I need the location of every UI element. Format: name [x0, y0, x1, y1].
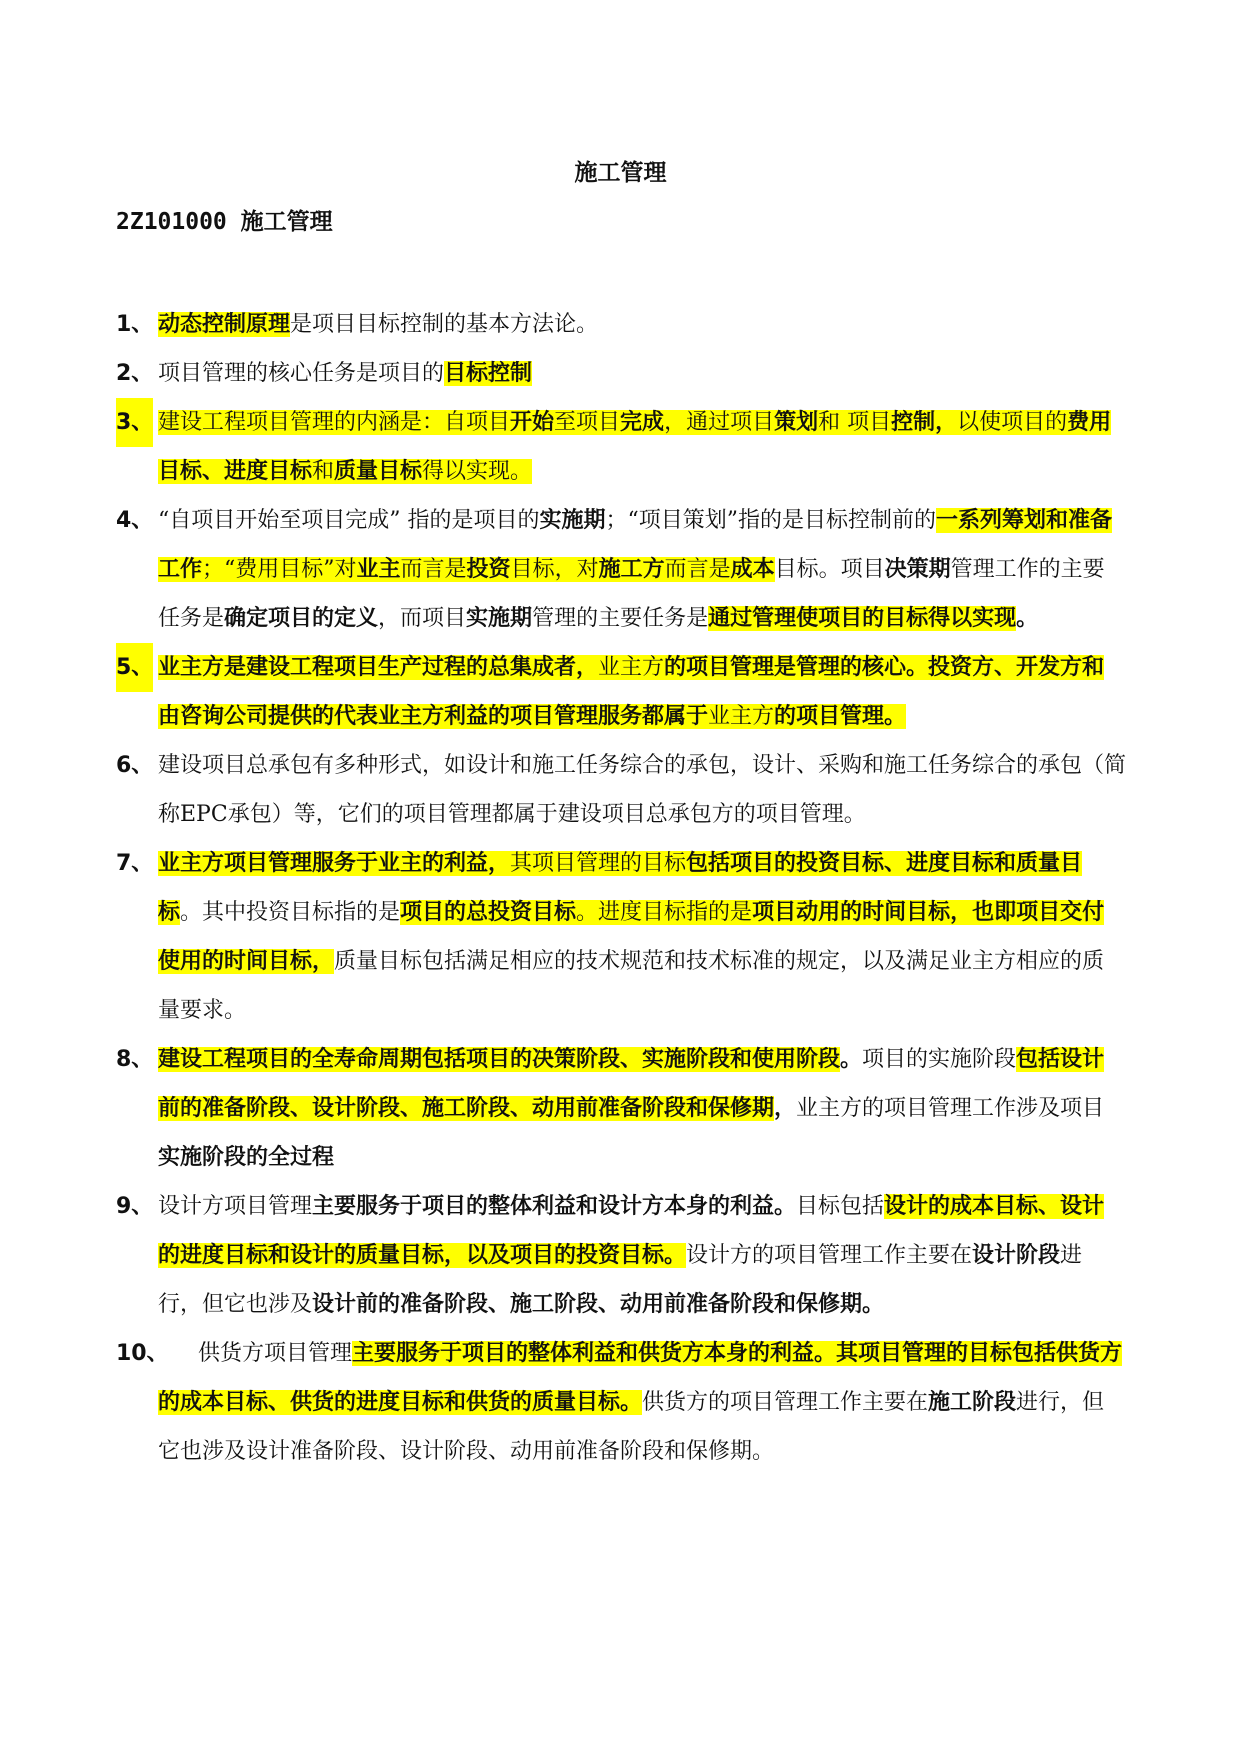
text-run: 决策期 — [884, 557, 951, 582]
highlighted-text: 目标控制 — [444, 361, 533, 386]
highlighted-text: 包括设计前的准备阶段、设计阶段、施工阶段、动用前准备阶段和保修期 — [158, 1047, 1105, 1121]
list-item — [116, 300, 1126, 349]
text-run: ，而项目 — [378, 606, 467, 631]
page-title: 施工管理 — [574, 159, 667, 186]
list-item-text — [158, 753, 1126, 827]
text-run: 。 — [1016, 606, 1039, 631]
text-run: 。 — [840, 1047, 863, 1072]
highlighted-text: 业主方 — [598, 655, 665, 680]
highlighted-text: 质量目标 — [334, 459, 423, 484]
list-item — [116, 1035, 1126, 1182]
highlighted-text: 其项目管理的目标 — [510, 851, 687, 876]
section-heading — [116, 207, 333, 237]
list-item-text — [158, 1194, 1104, 1317]
list-item — [116, 643, 1126, 741]
text-run: 设计方项目管理 — [158, 1194, 313, 1219]
highlighted-text: 成本 — [730, 557, 775, 582]
text-run: 设计方的项目管理工作主要在 — [686, 1243, 973, 1268]
highlighted-text: 控制， — [891, 410, 958, 435]
highlighted-text: 以使项目的 — [957, 410, 1068, 435]
list-item-text — [158, 1047, 1104, 1170]
highlighted-text: 业主方 — [708, 704, 775, 729]
text-run: 设计阶段 — [972, 1243, 1061, 1268]
list-item — [116, 349, 1126, 398]
highlighted-text: 建设工程项目管理的内涵是：自项目 — [158, 410, 511, 435]
highlighted-text: 的项目管理。 — [774, 704, 907, 729]
text-run: 供货方的项目管理工作主要在 — [642, 1390, 929, 1415]
list-item-text — [158, 1341, 1122, 1464]
text-run: 实施期 — [539, 508, 606, 533]
text-run: 进行，但它也涉及设计准备阶段、设计阶段、动用前准备阶段和保修期。 — [158, 1390, 1105, 1464]
highlighted-text: 的项目管理是管理的核心。投资方、开发方和由咨询公司提供的代表业主方利益的项目管理服务都属于 — [158, 655, 1105, 729]
text-run: 施工阶段 — [928, 1390, 1017, 1415]
highlighted-text: 和 — [312, 459, 335, 484]
list-item-text — [158, 508, 1112, 631]
text-run: 管理工作的主要任务是 — [158, 557, 1105, 631]
highlighted-text: 策划 — [774, 410, 819, 435]
text-run: 质量目标包括满足相应的技术规范和技术标准的规定，以及满足业主方相应的质量要求。 — [158, 949, 1105, 1023]
highlighted-text: 业主方项目管理服务于业主的利益， — [158, 851, 511, 876]
list-item-text — [158, 312, 598, 337]
text-run: 实施阶段的全过程 — [158, 1145, 335, 1170]
highlighted-text: 而言是 — [400, 557, 467, 582]
section-title: 施工管理 — [240, 209, 333, 235]
text-run: 目标包括 — [796, 1194, 885, 1219]
list-item-number: 8、 — [116, 1047, 154, 1072]
list-item-number: 2、 — [116, 361, 154, 386]
list-item-number: 4、 — [116, 508, 154, 533]
highlighted-text: 业主 — [356, 557, 401, 582]
text-run: 建设项目总承包有多种形式，如设计和施工任务综合的承包，设计、采购和施工任务综合的承包（简称EPC承包）等，它们的项目管理都属于建设项目总承包方的项目管理。 — [158, 753, 1127, 827]
list-item-number: 6、 — [116, 753, 154, 778]
text-run: 项目的实施阶段 — [862, 1047, 1017, 1072]
list-item-number: 1、 — [116, 312, 154, 337]
highlighted-text: 包括项目的投资目标、进度目标和质量目标 — [158, 851, 1083, 925]
highlighted-text: 施工方 — [598, 557, 665, 582]
list-item-number: 7、 — [116, 851, 154, 876]
list-item-text — [158, 361, 532, 386]
highlighted-text: 动态控制原理 — [158, 312, 291, 337]
highlighted-text: 业主方是建设工程项目生产过程的总集成者， — [158, 655, 599, 680]
highlighted-text: ；“费用目标”对 — [202, 557, 357, 582]
list-item-text — [158, 655, 1104, 729]
text-run: ， — [774, 1096, 797, 1121]
text-run: “自项目开始至项目完成” 指的是项目的 — [158, 508, 540, 533]
highlighted-text: 。进度目标指的是 — [576, 900, 753, 925]
text-run: 进行，但它也涉及 — [158, 1243, 1083, 1317]
list-item-number: 5、 — [116, 643, 153, 692]
text-run: 确定项目的定义 — [224, 606, 379, 631]
text-run: 管理的主要任务是 — [532, 606, 709, 631]
highlighted-text: 目标，对 — [510, 557, 599, 582]
text-run: 业主方的项目管理工作涉及项目 — [796, 1096, 1105, 1121]
list-item-number: 10、 — [116, 1341, 169, 1366]
highlighted-text: 项目动用的时间目标，也即项目交付使用的时间目标， — [158, 900, 1105, 974]
highlighted-text: 至项目 — [554, 410, 621, 435]
highlighted-text: 项目的总投资目标 — [400, 900, 577, 925]
list-item — [116, 1182, 1126, 1329]
highlighted-text: 和 项目 — [818, 410, 892, 435]
highlighted-text: 通过管理使项目的目标得以实现 — [708, 606, 1017, 631]
text-run: 目标。项目 — [774, 557, 885, 582]
highlighted-text: ，通过项目 — [664, 410, 775, 435]
section-code: 2Z101000 — [116, 209, 227, 235]
list-item — [116, 741, 1126, 839]
list-item-number: 9、 — [116, 1194, 154, 1219]
list-item-text — [158, 410, 1111, 484]
text-run: ；“项目策划”指的是目标控制前的 — [605, 508, 937, 533]
highlighted-text: 开始 — [510, 410, 555, 435]
list-item — [116, 496, 1126, 643]
list-item — [116, 1329, 1126, 1476]
text-run: 设计前的准备阶段、施工阶段、动用前准备阶段和保修期。 — [312, 1292, 885, 1317]
highlighted-text: 完成 — [620, 410, 665, 435]
text-run: 项目管理的核心任务是项目的 — [158, 361, 445, 386]
text-run: 。其中投资目标指的是 — [180, 900, 401, 925]
highlighted-text: 费用目标、进度目标 — [158, 410, 1112, 484]
highlighted-text: 一系列筹划和准备工作 — [158, 508, 1113, 582]
highlighted-text: 投资 — [466, 557, 511, 582]
highlighted-text: 得以实现。 — [422, 459, 533, 484]
list-item — [116, 839, 1126, 1035]
highlighted-text: 主要服务于项目的整体利益和供货方本身的利益。其项目管理的目标包括供货方的成本目标、供货的进度目标和供货的质量目标。 — [158, 1341, 1123, 1415]
highlighted-text: 设计的成本目标、设计的进度目标和设计的质量目标，以及项目的投资目标。 — [158, 1194, 1105, 1268]
text-run: 供货方项目管理 — [198, 1341, 353, 1366]
highlighted-text: 而言是 — [664, 557, 731, 582]
numbered-list — [116, 300, 1126, 1476]
list-item-number: 3、 — [116, 398, 153, 447]
text-run: 是项目目标控制的基本方法论。 — [290, 312, 599, 337]
list-item-text — [158, 851, 1104, 1023]
list-item — [116, 398, 1126, 496]
highlighted-text: 建设工程项目的全寿命周期包括项目的决策阶段、实施阶段和使用阶段 — [158, 1047, 841, 1072]
text-run: 实施期 — [466, 606, 533, 631]
text-run: 主要服务于项目的整体利益和设计方本身的利益。 — [312, 1194, 797, 1219]
